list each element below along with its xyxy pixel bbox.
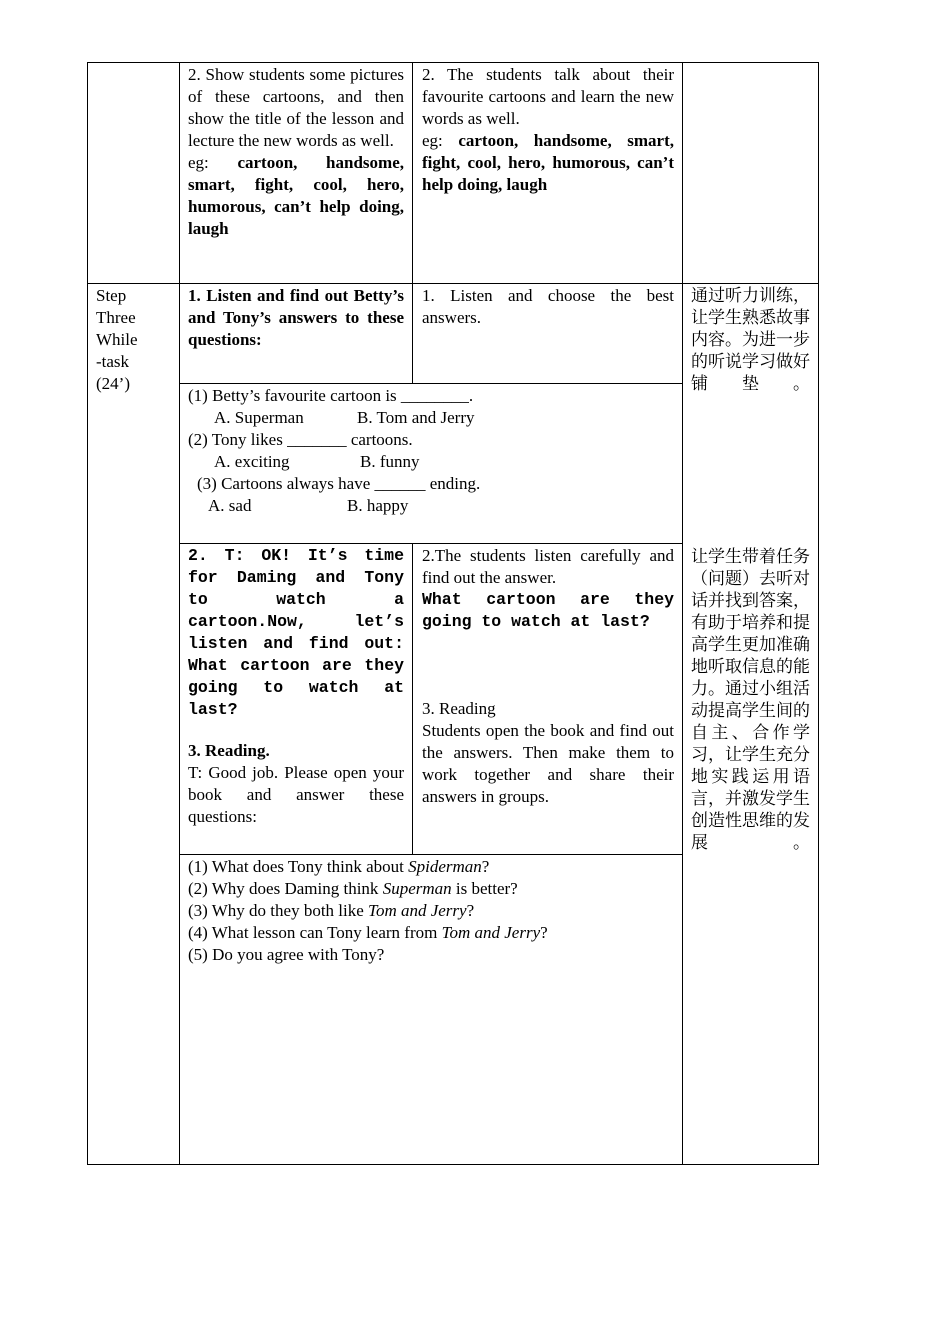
reading-students-cell: [422, 698, 674, 808]
task2-purpose-cell: [691, 546, 810, 854]
col-divider-activities-1: [412, 62, 413, 384]
row1-students-eg-label: eg:: [422, 131, 443, 150]
q2-option-a: A. exciting: [214, 452, 290, 471]
q3-post: ?: [466, 901, 475, 920]
row-divider-1: [87, 283, 819, 284]
task2-students-intro: 2.The students listen carefully and find out the answer.: [422, 546, 674, 587]
task2-students-cell: [422, 545, 674, 633]
table-bottom-border: [87, 1164, 819, 1165]
q2-post: is better?: [451, 879, 518, 898]
row-divider-task2: [179, 854, 682, 855]
questions2-block: [188, 856, 678, 966]
table-top-border: [87, 62, 819, 63]
step-line-5: (24’): [96, 374, 130, 393]
col-divider-purpose: [682, 62, 683, 1165]
q1-text: (1) Betty’s favourite cartoon is ________.: [188, 386, 474, 405]
q3-title: Tom and Jerry: [368, 901, 467, 920]
listen-students-cell: [422, 285, 674, 329]
row1-teacher-cell: [188, 64, 404, 240]
step-line-2: Three: [96, 308, 136, 327]
task2-teacher-text: 2. T: OK! It’s time for Daming and Tony to watch a cartoon.Now, let’s listen and find out: What cartoon are they going to watch at last?: [188, 546, 404, 719]
table-right-border: [818, 62, 819, 1165]
listen-teacher-text: 1. Listen and find out Betty’s and Tony’s answers to these questions:: [188, 286, 404, 349]
q1-option-a: A. Superman: [214, 408, 304, 427]
q3-pre: (3) Why do they both like: [188, 901, 369, 920]
q1-post: ?: [481, 857, 490, 876]
reading-question-1: [188, 856, 678, 878]
listen-purpose-text: 通过听力训练，让学生熟悉故事内容。为进一步的听说学习做好铺垫。: [691, 286, 810, 394]
task2-students-question: What cartoon are they going to watch at last?: [422, 590, 674, 631]
reading-question-3: [188, 900, 678, 922]
col-divider-activities-2: [412, 543, 413, 855]
task2-teacher-cell: [188, 545, 404, 828]
q2-option-b: B. funny: [360, 452, 420, 471]
row1-teacher-words: cartoon, handsome, smart, fight, cool, hero, humorous, can’t help doing, laugh: [188, 153, 404, 238]
row1-teacher-text: 2. Show students some pictures of these cartoons, and then show the title of the lesson and lecture the new words as well.: [188, 65, 404, 150]
row-divider-questions1: [179, 543, 682, 544]
row1-students-eg: [422, 130, 674, 196]
row1-students-text: 2. The students talk about their favourite cartoons and learn the new words as well.: [422, 65, 674, 128]
step-label: [96, 285, 176, 395]
row1-teacher-eg: [188, 152, 404, 240]
listen-teacher-cell: [188, 285, 404, 351]
reading-students-text: Students open the book and find out the answers. Then make them to work together and share their answers in groups.: [422, 721, 674, 806]
reading-question-4: [188, 922, 678, 944]
reading-teacher-title: 3. Reading.: [188, 741, 270, 760]
step-line-3: While: [96, 330, 138, 349]
table-left-border: [87, 62, 88, 1165]
reading-question-5: (5) Do you agree with Tony?: [188, 945, 385, 964]
q1-title: Spiderman: [408, 857, 482, 876]
listen-students-text: 1. Listen and choose the best answers.: [422, 286, 674, 327]
q3-option-b: B. happy: [347, 496, 409, 515]
q4-pre: (4) What lesson can Tony learn from: [188, 923, 442, 942]
step-line-4: -task: [96, 352, 130, 371]
q2-pre: (2) Why does Daming think: [188, 879, 383, 898]
q2-title: Superman: [382, 879, 452, 898]
col-divider-step: [179, 62, 180, 1165]
q1-option-b: B. Tom and Jerry: [357, 408, 475, 427]
q2-text: (2) Tony likes _______ cartoons.: [188, 430, 413, 449]
reading-question-2: [188, 878, 678, 900]
row-divider-listen: [179, 383, 682, 384]
row1-students-words: cartoon, handsome, smart, fight, cool, hero, humorous, can’t help doing, laugh: [422, 131, 674, 194]
listen-purpose-cell: [691, 285, 810, 395]
q3-option-a: A. sad: [208, 496, 252, 515]
q3-text: (3) Cartoons always have ______ ending.: [197, 474, 481, 493]
task2-purpose-text: 让学生带着任务（问题）去听对话并找到答案，有助于培养和提高学生更加准确地听取信息的能力。通过小组活动提高学生间的自主、合作学习，让学生充分地实践运用语言，并激发学生创造性思维的发展。: [691, 547, 810, 853]
reading-students-title: 3. Reading: [422, 699, 496, 718]
row1-teacher-eg-label: eg:: [188, 153, 209, 172]
q4-post: ?: [540, 923, 548, 942]
q1-pre: (1) What does Tony think about: [188, 857, 409, 876]
row1-students-cell: [422, 64, 674, 196]
reading-teacher-text: T: Good job. Please open your book and answer these questions:: [188, 763, 404, 826]
step-line-1: Step: [96, 286, 127, 305]
q4-title: Tom and Jerry: [441, 923, 541, 942]
